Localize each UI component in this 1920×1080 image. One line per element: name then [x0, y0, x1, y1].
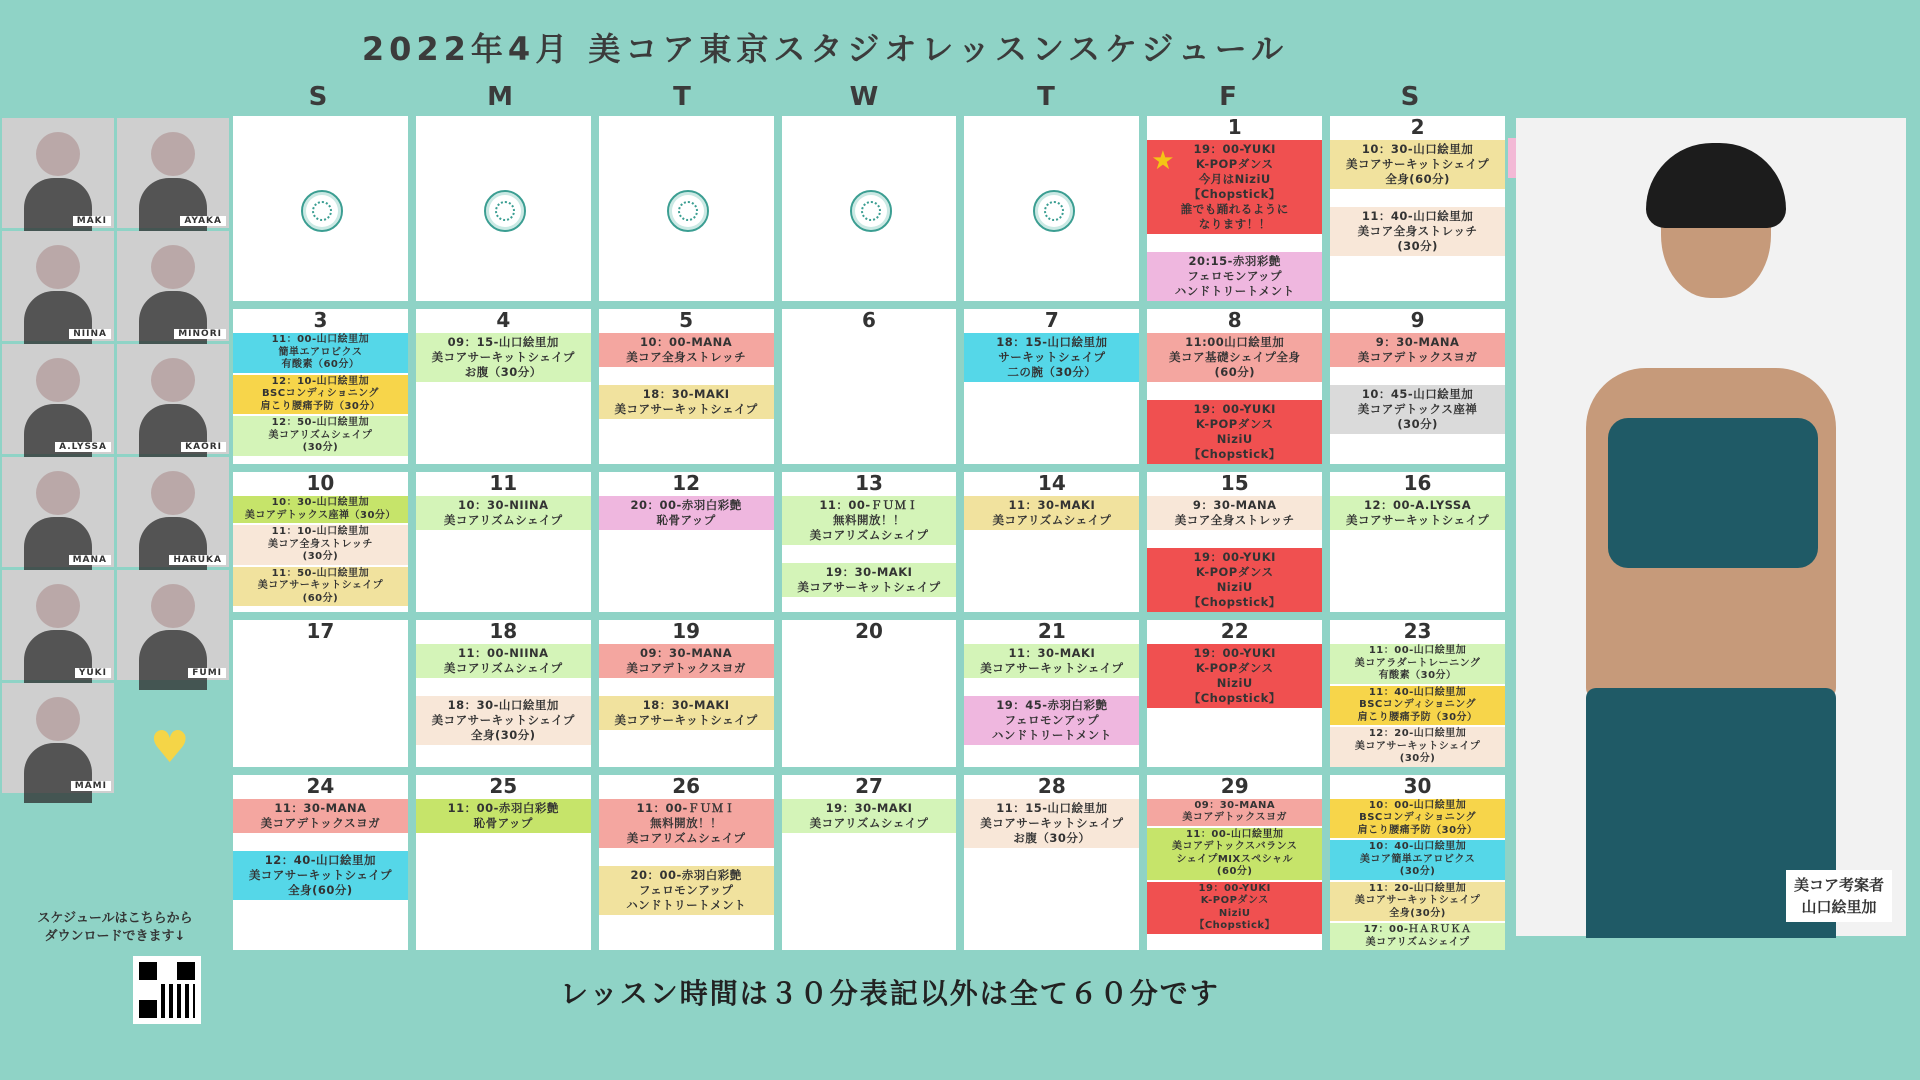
calendar-day-cell — [599, 309, 774, 464]
day-number: 27 — [855, 773, 883, 798]
lesson-entry[interactable]: 11：00-山口絵里加 美コアラダートレーニング 有酸素（30分） — [1330, 644, 1505, 684]
studio-logo-icon — [1033, 190, 1075, 232]
calendar-day-cell — [599, 620, 774, 767]
calendar-day-cell — [782, 309, 957, 464]
calendar-day-cell — [1330, 116, 1505, 301]
day-number: 2 — [1410, 115, 1425, 139]
calendar-day-cell — [416, 620, 591, 767]
lesson-duration-note: レッスン時間は３０分表記以外は全て６０分です — [560, 977, 1220, 1010]
calendar-day-cell — [416, 472, 591, 612]
calendar-day-cell — [964, 309, 1139, 464]
lesson-entry[interactable]: 11：00-ＦＵＭＩ 無料開放！！ 美コアリズムシェイプ — [599, 799, 774, 848]
calendar-day-cell — [782, 775, 957, 951]
day-number: 26 — [672, 773, 701, 798]
lesson-entry[interactable]: 19：00-YUKI K-POPダンス NiziU 【Chopstick】 — [1147, 644, 1322, 708]
instructor-photo — [2, 344, 114, 454]
studio-logo-icon — [850, 190, 892, 232]
calendar-day-cell — [416, 775, 591, 951]
star-icon: ★ — [1151, 146, 1175, 176]
instructor-photo — [2, 118, 114, 228]
lesson-entry[interactable]: 12：40-山口絵里加 美コアサーキットシェイプ 全身(60分) — [233, 851, 408, 900]
lesson-entry[interactable]: 11：30-MAKI 美コアサーキットシェイプ — [964, 644, 1139, 678]
calendar-day-cell — [964, 472, 1139, 612]
lesson-entry[interactable]: 10：30-山口絵里加 美コアサーキットシェイプ 全身(60分) — [1330, 140, 1505, 189]
instructor-name: HARUKA — [169, 555, 226, 565]
lesson-entry[interactable]: 10：30-山口絵里加 美コアデトックス座禅（30分） — [233, 496, 408, 523]
lesson-entry[interactable]: 10：00-山口絵里加 BSCコンディショニング 肩こり腰痛予防（30分） — [1330, 799, 1505, 839]
lesson-entry[interactable]: 10：40-山口絵里加 美コア簡単エアロビクス (30分) — [1330, 840, 1505, 880]
lesson-entry[interactable]: 19：30-MAKI 美コアリズムシェイプ — [782, 799, 957, 833]
lesson-entry[interactable]: 11：50-山口絵里加 美コアサーキットシェイプ (60分) — [233, 567, 408, 607]
download-instructions — [15, 910, 215, 946]
lesson-entry[interactable]: 11：30-MANA 美コアデトックスヨガ — [233, 799, 408, 833]
decorative-tab — [1508, 138, 1516, 178]
lesson-entry[interactable]: 19：00-YUKI K-POPダンス NiziU 【Chopstick】 — [1147, 400, 1322, 464]
lesson-entry[interactable]: 09：30-MANA 美コアデトックスヨガ — [599, 644, 774, 678]
weekday-sat: S — [1400, 82, 1420, 112]
day-number: 21 — [1037, 619, 1066, 643]
instructor-name: KAORI — [181, 442, 226, 452]
instructor-photo — [2, 683, 114, 793]
instructor-photo — [2, 231, 114, 341]
calendar-day-cell — [782, 620, 957, 767]
calendar-day-cell — [1147, 472, 1322, 612]
instructor-name: MINORI — [174, 329, 226, 339]
lesson-entry[interactable]: 19：30-MAKI 美コアサーキットシェイプ — [782, 563, 957, 597]
lesson-entry[interactable]: 12：20-山口絵里加 美コアサーキットシェイプ (30分) — [1330, 727, 1505, 767]
calendar-day-cell — [599, 775, 774, 951]
instructor-name: MANA — [69, 555, 111, 565]
lesson-entry[interactable]: 18：30-MAKI 美コアサーキットシェイプ — [599, 385, 774, 419]
calendar-day-cell — [964, 620, 1139, 767]
calendar-day-cell — [233, 620, 408, 767]
calendar-day-cell — [782, 472, 957, 612]
instructor-photo — [117, 344, 229, 454]
lesson-entry[interactable]: 20:15-赤羽彩艶 フェロモンアップ ハンドトリートメント — [1147, 252, 1322, 301]
lesson-entry[interactable]: 11：20-山口絵里加 美コアサーキットシェイプ 全身(30分) — [1330, 882, 1505, 922]
instructor-photo — [117, 570, 229, 680]
calendar-day-cell — [416, 116, 591, 301]
calendar-grid — [233, 115, 1505, 948]
instructor-photo — [117, 457, 229, 567]
lesson-entry[interactable]: 18：30-MAKI 美コアサーキットシェイプ — [599, 696, 774, 730]
weekday-sun: S — [308, 82, 328, 112]
lesson-entry[interactable]: 20：00-赤羽白彩艶 恥骨アップ — [599, 496, 774, 530]
instructor-photo — [117, 118, 229, 228]
calendar-day-cell — [1147, 309, 1322, 464]
qr-code-icon[interactable] — [133, 956, 201, 1024]
lesson-entry[interactable]: 9：30-MANA 美コアデトックスヨガ — [1330, 333, 1505, 367]
calendar-day-cell — [233, 472, 408, 612]
instructor-name: YUKI — [75, 668, 111, 678]
lesson-entry[interactable]: 11：10-山口絵里加 美コア全身ストレッチ (30分) — [233, 525, 408, 565]
day-number: 18 — [489, 619, 518, 643]
instructor-name: MAMI — [71, 781, 111, 791]
instructor-photo — [2, 457, 114, 567]
weekday-wed: W — [849, 82, 879, 112]
day-number: 6 — [862, 308, 876, 332]
day-number: 5 — [679, 308, 694, 332]
instructor-photo — [2, 570, 114, 680]
instructor-name: AYAKA — [180, 216, 226, 226]
calendar-day-cell — [1147, 775, 1322, 951]
lesson-entry[interactable]: 18：15-山口絵里加 サーキットシェイプ 二の腕（30分） — [964, 333, 1139, 382]
calendar-day-cell — [1330, 620, 1505, 767]
studio-logo-icon — [667, 190, 709, 232]
featured-caption-text: 美コア考案者 山口絵里加 — [1793, 876, 1884, 916]
instructor-name: NIINA — [69, 329, 111, 339]
download-text: スケジュールはこちらから ダウンロードできます↓ — [37, 911, 193, 944]
featured-caption — [1786, 870, 1892, 922]
calendar-day-cell — [416, 309, 591, 464]
lesson-entry[interactable]: 10：30-NIINA 美コアリズムシェイプ — [416, 496, 591, 530]
studio-logo-icon — [301, 190, 343, 232]
day-number: 24 — [306, 773, 335, 798]
lesson-entry[interactable]: 11：40-山口絵里加 BSCコンディショニング 肩こり腰痛予防（30分） — [1330, 686, 1505, 726]
lesson-entry[interactable]: 19：45-赤羽白彩艶 フェロモンアップ ハンドトリートメント — [964, 696, 1139, 745]
day-number: 9 — [1410, 308, 1425, 332]
day-number: 7 — [1044, 308, 1059, 332]
lesson-entry[interactable]: 19：00-YUKI K-POPダンス NiziU 【Chopstick】 — [1147, 548, 1322, 612]
weekday-tue: T — [673, 82, 691, 112]
instructor-name: A.LYSSA — [55, 442, 111, 452]
calendar-day-cell — [233, 775, 408, 951]
calendar-day-cell — [1147, 116, 1322, 301]
calendar-day-cell — [599, 472, 774, 612]
calendar-day-cell — [782, 116, 957, 301]
instructor-name: FUMI — [188, 668, 226, 678]
weekday-thu: T — [1037, 82, 1055, 112]
calendar-day-cell — [1147, 620, 1322, 767]
day-number: 11 — [489, 471, 518, 495]
day-number: 4 — [496, 308, 511, 332]
day-number: 25 — [489, 773, 518, 798]
lesson-entry[interactable]: 11：00-山口絵里加 美コアデトックスバランス シェイプMIXスペシャル (60分) — [1147, 828, 1322, 880]
weekday-fri: F — [1219, 82, 1237, 112]
day-number: 10 — [306, 471, 335, 495]
lesson-entry[interactable]: 19：00-YUKI K-POPダンス NiziU 【Chopstick】 — [1147, 882, 1322, 934]
day-number: 8 — [1227, 308, 1242, 332]
calendar-day-cell — [1330, 775, 1505, 951]
day-number: 16 — [1403, 471, 1432, 495]
lesson-entry[interactable]: 10：00-MANA 美コア全身ストレッチ — [599, 333, 774, 367]
heart-icon: ♥ — [150, 722, 190, 773]
day-number: 15 — [1220, 471, 1249, 495]
lesson-entry[interactable]: 12：50-山口絵里加 美コアリズムシェイプ (30分) — [233, 416, 408, 456]
day-number: 20 — [855, 619, 883, 643]
day-number: 19 — [672, 619, 701, 643]
day-number: 13 — [855, 471, 883, 495]
lesson-entry[interactable]: 11：40-山口絵里加 美コア全身ストレッチ (30分) — [1330, 207, 1505, 256]
lesson-entry[interactable]: 11：00-赤羽白彩艶 恥骨アップ — [416, 799, 591, 833]
calendar-day-cell — [1330, 309, 1505, 464]
lesson-entry[interactable]: 11：00-山口絵里加 簡単エアロビクス 有酸素（60分） — [233, 333, 408, 373]
instructor-photo — [117, 231, 229, 341]
day-number: 23 — [1403, 619, 1432, 643]
day-number: 14 — [1037, 471, 1066, 495]
lesson-entry[interactable]: 11：30-MAKI 美コアリズムシェイプ — [964, 496, 1139, 530]
lesson-entry[interactable]: 09：15-山口絵里加 美コアサーキットシェイプ お腹（30分） — [416, 333, 591, 382]
featured-instructor-photo — [1516, 118, 1906, 936]
day-number: 29 — [1220, 773, 1249, 798]
day-number: 30 — [1403, 773, 1432, 798]
calendar-day-cell — [1330, 472, 1505, 612]
lesson-entry[interactable]: 09：30-MANA 美コアデトックスヨガ — [1147, 799, 1322, 826]
page-title: 2022年4月 美コア東京スタジオレッスンスケジュール — [361, 30, 1289, 68]
lesson-entry[interactable]: 9：30-MANA 美コア全身ストレッチ — [1147, 496, 1322, 530]
day-number: 17 — [306, 619, 335, 643]
calendar-day-cell — [964, 116, 1139, 301]
lesson-entry[interactable]: 11:00山口絵里加 美コア基礎シェイプ全身 (60分) — [1147, 333, 1322, 382]
day-number: 3 — [313, 308, 328, 332]
day-number: 12 — [672, 471, 701, 495]
lesson-entry[interactable]: 12：00-A.LYSSA 美コアサーキットシェイプ — [1330, 496, 1505, 530]
lesson-entry[interactable]: 19：00-YUKI K-POPダンス 今月はNiziU 【Chopstick】 誰でも踊れるように なります！！ — [1147, 140, 1322, 234]
lesson-entry[interactable]: 17：00-ＨＡＲＵＫＡ 美コアリズムシェイプ — [1330, 923, 1505, 950]
lesson-entry[interactable]: 12：10-山口絵里加 BSCコンディショニング 肩こり腰痛予防（30分） — [233, 375, 408, 415]
calendar-day-cell — [599, 116, 774, 301]
calendar-day-cell — [233, 116, 408, 301]
lesson-entry[interactable]: 11：00-ＦＵＭＩ 無料開放！！ 美コアリズムシェイプ — [782, 496, 957, 545]
calendar-day-cell — [233, 309, 408, 464]
lesson-entry[interactable]: 11：15-山口絵里加 美コアサーキットシェイプ お腹（30分） — [964, 799, 1139, 848]
lesson-entry[interactable]: 10：45-山口絵里加 美コアデトックス座禅 (30分) — [1330, 385, 1505, 434]
lesson-entry[interactable]: 18：30-山口絵里加 美コアサーキットシェイプ 全身(30分) — [416, 696, 591, 745]
lesson-entry[interactable]: 11：00-NIINA 美コアリズムシェイプ — [416, 644, 591, 678]
day-number: 1 — [1227, 115, 1242, 139]
day-number: 22 — [1220, 619, 1249, 643]
day-number: 28 — [1037, 773, 1066, 798]
lesson-entry[interactable]: 20：00-赤羽白彩艶 フェロモンアップ ハンドトリートメント — [599, 866, 774, 915]
weekday-mon: M — [487, 82, 513, 112]
studio-logo-icon — [484, 190, 526, 232]
instructor-name: MAKI — [73, 216, 111, 226]
calendar-day-cell — [964, 775, 1139, 951]
